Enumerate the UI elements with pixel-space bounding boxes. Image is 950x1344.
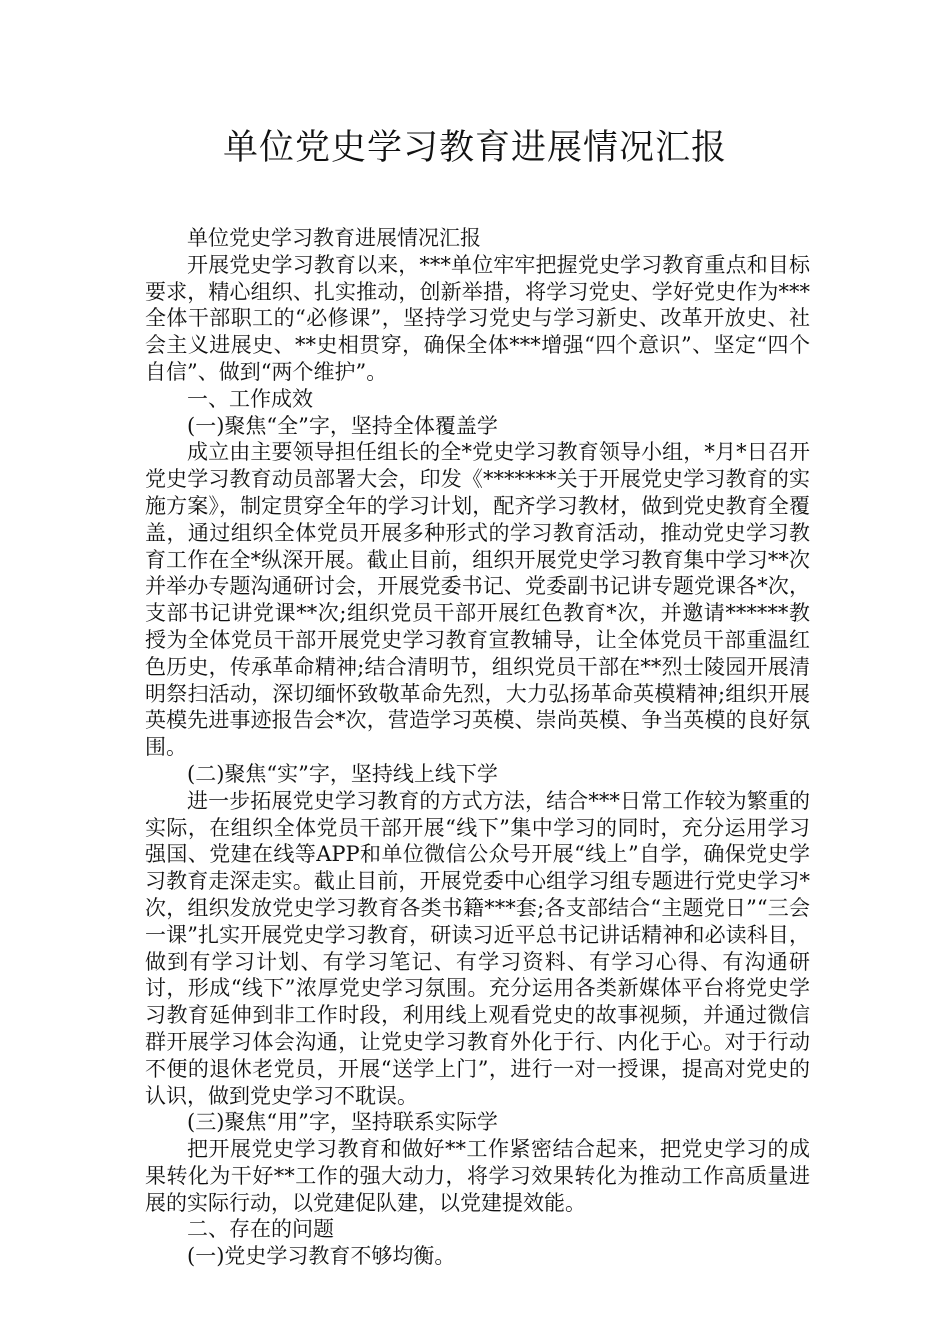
section-heading-problems: 二、存在的问题 — [187, 1217, 334, 1242]
subheading-1: (一)聚焦“全”字，坚持全体覆盖学 — [187, 413, 498, 438]
subheading-4: (一)党史学习教育不够均衡。 — [187, 1244, 456, 1269]
intro-paragraph: 开展党史学习教育以来，***单位牢牢把握党史学习教育重点和目标要求，精心组织、扎实推动，创新举措，将学习党史、学好党史作为***全体干部职工的“必修课”，坚持学习党史与学习新史、改革开放史、社会主义进展史、**史相贯穿，确保全体***增强“四个意识”、坚定“四个自信”、做到“两个维护”。 — [145, 252, 810, 384]
document-body — [145, 225, 810, 1270]
subtitle-paragraph: 单位党史学习教育进展情况汇报 — [187, 226, 481, 250]
body-paragraph-1: 成立由主要领导担任组长的全*党史学习教育领导小组，*月*日召开党史学习教育动员部署大会，印发《*******关于开展党史学习教育的实施方案》，制定贯穿全年的学习计划，配齐学习教材，做到党史教育全覆盖，通过组织全体党员开展多种形式的学习教育活动，推动党史学习教育工作在全*纵深开展。截止目前，组织开展党史学习教育集中学习**次并举办专题沟通研讨会，开展党委书记、党委副书记讲专题党课各*次，支部书记讲党课**次;组织党员干部开展红色教育*次，并邀请******教授为全体党员干部开展党史学习教育宣教辅导，让全体党员干部重温红色历史，传承革命精神;结合清明节，组织党员干部在**烈士陵园开展清明祭扫活动，深切缅怀致敬革命先烈，大力弘扬革命英模精神;组织开展英模先进事迹报告会*次，营造学习英模、崇尚英模、争当英模的良好氛围。 — [145, 440, 810, 760]
document-title: 单位党史学习教育进展情况汇报 — [222, 128, 727, 168]
body-paragraph-2: 进一步拓展党史学习教育的方式方法，结合***日常工作较为繁重的实际，在组织全体党员干部开展“线下”集中学习的同时，充分运用学习强国、党建在线等APP和单位微信公众号开展“线上”自学，确保党史学习教育走深走实。截止目前，开展党委中心组学习组专题进行党史学习*次，组织发放党史学习教育各类书籍***套;各支部结合“主题党日”“三会一课”扎实开展党史学习教育，研读习近平总书记讲话精神和必读科目，做到有学习计划、有学习笔记、有学习资料、有学习心得、有沟通研讨，形成“线下”浓厚党史学习氛围。充分运用各类新媒体平台将党史学习教育延伸到非工作时段，利用线上观看党史的故事视频，并通过微信群开展学习体会沟通，让党史学习教育外化于行、内化于心。对于行动不便的退休老党员，开展“送学上门”，进行一对一授课，提高对党史的认识，做到党史学习不耽误。 — [145, 788, 810, 1108]
body-paragraph-3: 把开展党史学习教育和做好**工作紧密结合起来，把党史学习的成果转化为干好**工作的强大动力，将学习效果转化为推动工作高质量进展的实际行动，以党建促队建，以党建提效能。 — [145, 1137, 810, 1215]
subheading-2: (二)聚焦“实”字，坚持线上线下学 — [187, 761, 498, 786]
section-heading-achievements: 一、工作成效 — [187, 386, 313, 411]
subheading-3: (三)聚焦“用”字，坚持联系实际学 — [187, 1110, 498, 1135]
